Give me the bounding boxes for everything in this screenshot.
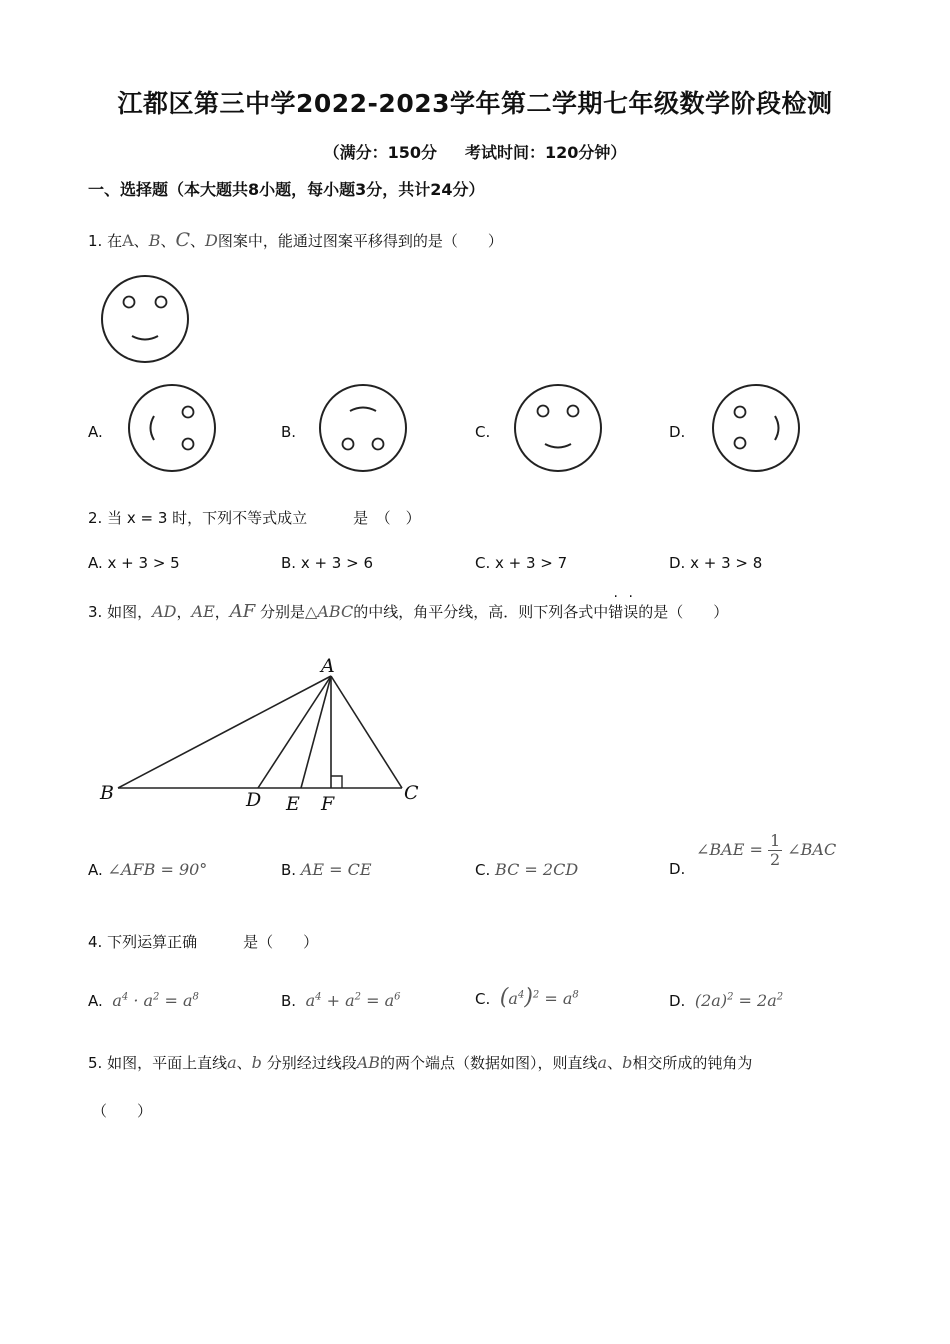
question-5: 5. 如图，平面上直线a、b 分别经过线段AB的两个端点（数据如图），则直线a、b相交所成的钝角为 bbox=[88, 1053, 753, 1072]
q3-option-a: A. ∠AFB = 90° bbox=[88, 860, 208, 879]
q1-option-b-label: B. bbox=[281, 423, 297, 441]
section-heading: 一、选择题（本大题共8小题，每小题3分，共计24分） bbox=[88, 180, 485, 199]
q2-option-d: D. x + 3 > 8 bbox=[669, 554, 763, 572]
q3-option-b: B. AE = CE bbox=[281, 860, 372, 879]
q4-option-d: D. $(2a)^2 = 2a^2$ bbox=[669, 991, 784, 1010]
point-e: E bbox=[286, 793, 300, 815]
q2-option-a: A. x + 3 > 5 bbox=[88, 554, 180, 572]
question-1: 1. 在A、B、C、D图案中，能通过图案平移得到的是（ ） bbox=[88, 229, 503, 251]
q3-option-d-label: D. bbox=[669, 860, 686, 878]
question-number: 5. bbox=[88, 1054, 103, 1072]
fraction-one-half: $\frac{1}{2}$ bbox=[769, 831, 781, 869]
full-marks: （满分：150分 bbox=[323, 143, 437, 162]
q2-option-c: C. x + 3 > 7 bbox=[475, 554, 568, 572]
side-ab bbox=[118, 676, 331, 788]
median-ad bbox=[258, 676, 331, 788]
page-title: 江都区第三中学2022-2023学年第二学期七年级数学阶段检测 bbox=[117, 89, 833, 118]
q3-option-d: ∠BAE = $\frac{1}{2}$ ∠BAC bbox=[696, 831, 837, 869]
smiley-option-a bbox=[126, 382, 220, 476]
q3-option-c: C. BC = 2CD bbox=[475, 860, 579, 879]
question-number: 3. bbox=[88, 603, 103, 621]
vertex-b: B bbox=[100, 782, 114, 804]
q4-option-b: B. $a^4 + a^2 = a^6$ bbox=[281, 991, 401, 1010]
question-3: 3. 如图，AD，AE，AF 分别是△ABC的中线，角平分线，高．则下列各式中错误的是（ ） bbox=[88, 601, 729, 622]
question-number: 2. bbox=[88, 509, 103, 527]
exam-info bbox=[0, 140, 950, 163]
q1-option-c-label: C. bbox=[475, 423, 491, 441]
q2-option-b: B. x + 3 > 6 bbox=[281, 554, 373, 572]
q1-option-a-label: A. bbox=[88, 423, 103, 441]
question-2: 2. 当 x = 3 时，下列不等式成立 是 （ ） bbox=[88, 509, 421, 527]
question-number: 4. bbox=[88, 933, 103, 951]
q4-option-c: C. $(a^4)^2 = a^8$ bbox=[475, 985, 579, 1010]
vertex-a: A bbox=[321, 655, 335, 677]
question-5-answer-paren: （ ） bbox=[92, 1102, 153, 1120]
point-f: F bbox=[321, 793, 335, 815]
smiley-reference bbox=[98, 272, 194, 368]
smiley-option-d bbox=[709, 382, 803, 476]
q1-option-d-label: D. bbox=[669, 423, 686, 441]
bisector-ae bbox=[301, 676, 331, 788]
q4-option-a: A. $a^4 \cdot a^2 = a^8$ bbox=[88, 991, 199, 1010]
right-angle-mark bbox=[331, 776, 342, 788]
triangle-figure bbox=[96, 652, 436, 818]
question-4: 4. 下列运算正确 是（ ） bbox=[88, 933, 319, 951]
smiley-option-c bbox=[511, 382, 605, 476]
point-d: D bbox=[246, 789, 262, 811]
exam-time: 考试时间：120分钟） bbox=[465, 143, 627, 162]
smiley-option-b bbox=[316, 382, 410, 476]
question-number: 1. bbox=[88, 232, 103, 250]
vertex-c: C bbox=[404, 782, 419, 804]
side-ac bbox=[331, 676, 402, 788]
